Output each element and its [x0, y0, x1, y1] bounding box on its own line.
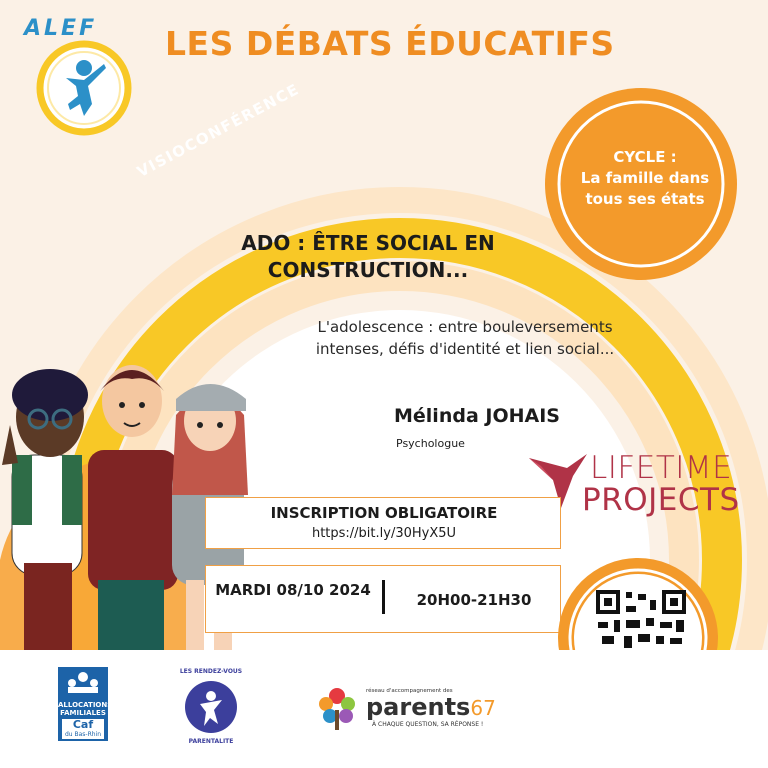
event-headline: ADO : ÊTRE SOCIAL EN CONSTRUCTION...	[241, 231, 495, 282]
parents67-tagline: À CHAQUE QUESTION, SA RÉPONSE !	[372, 721, 484, 728]
event-subtitle: L'adolescence : entre bouleversements intenses, défis d'identité et lien social...	[315, 318, 615, 358]
parents67-word: parents	[366, 693, 471, 721]
caf-family-icon	[58, 667, 108, 697]
sponsor-line1: LIFETIME	[590, 450, 733, 486]
speaker-role: Psychologue	[396, 437, 465, 450]
parents67-name	[366, 693, 496, 721]
schedule-divider	[382, 580, 385, 614]
cycle-name: La famille dans tous ses états	[580, 169, 710, 208]
format-label: VISIOCONFÉRENCE	[134, 79, 303, 181]
rdv-bottom-text: PARENTALITE	[188, 738, 234, 745]
cycle-label: CYCLE :	[613, 148, 677, 166]
registration-title: INSCRIPTION OBLIGATOIRE	[270, 504, 498, 522]
sponsor-line2: PROJECTS	[582, 482, 740, 518]
rdv-parentalite-logo	[176, 672, 246, 742]
event-time: 20H00-21H30	[416, 591, 532, 609]
caf-brand: Caf	[62, 719, 104, 731]
parents67-network: réseau d'accompagnement des	[366, 688, 453, 694]
caf-logo	[58, 667, 113, 741]
caf-region: du Bas-Rhin	[62, 731, 104, 739]
alef-logo-text: ALEF	[24, 16, 98, 41]
registration-link[interactable]: https://bit.ly/30HyX5U	[311, 526, 457, 541]
page-title: LES DÉBATS ÉDUCATIFS	[165, 24, 615, 63]
speaker-name: Mélinda JOHAIS	[394, 405, 560, 427]
event-date: MARDI 08/10 2024	[215, 581, 371, 599]
caf-allocations: ALLOCATIONS FAMILIALES	[58, 701, 113, 717]
parents67-tree-icon	[314, 682, 360, 732]
cycle-text	[570, 147, 720, 210]
parents67-number: 67	[470, 696, 496, 720]
rdv-top-text: LES RENDEZ-VOUS	[179, 668, 243, 675]
